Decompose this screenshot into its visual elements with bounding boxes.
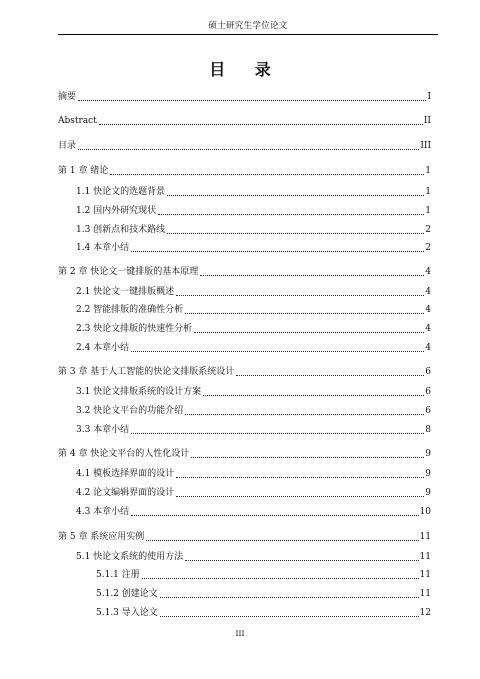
toc-entry-section-1-4[interactable] (76, 240, 431, 254)
toc-entry-label: 2.2 智能排版的准确性分析 (76, 305, 184, 315)
toc-entry-label: 2.1 快论文一键排版概述 (76, 287, 175, 297)
toc-leader-dots (131, 350, 424, 352)
toc-entry-label: 1.4 本章小结 (76, 243, 130, 253)
toc-leader-dots (78, 99, 426, 101)
toc-leader-dots (131, 250, 424, 252)
toc-leader-dots (176, 495, 424, 497)
toc-entry-section-1-3[interactable] (76, 222, 431, 236)
toc-entry-section-2-3[interactable] (76, 321, 431, 335)
toc-entry-page: 4 (425, 305, 431, 315)
toc-entry-label: 5.1 快论文系统的使用方法 (76, 552, 184, 562)
toc-entry-abstract-en[interactable] (58, 113, 431, 127)
toc-entry-page: 6 (425, 406, 431, 416)
toc-leader-dots (131, 514, 418, 516)
toc-leader-dots (142, 577, 419, 579)
toc-entry-page: 4 (425, 287, 431, 297)
toc-leader-dots (185, 413, 424, 415)
toc-entry-contents[interactable] (58, 138, 431, 152)
toc-entry-section-4-1[interactable] (76, 466, 431, 480)
toc-leader-dots (99, 123, 423, 125)
toc-entry-label: 5.1.1 注册 (96, 570, 140, 580)
toc-leader-dots (236, 374, 424, 376)
toc-leader-dots (110, 173, 424, 175)
toc-entry-abstract-cn[interactable] (58, 89, 431, 103)
toc-entry-page: 11 (419, 589, 431, 599)
toc-entry-label: 第 3 章 基于人工智能的快论文排版系统设计 (58, 367, 235, 377)
toc-entry-label: 4.1 模板选择界面的设计 (76, 469, 175, 479)
toc-entry-label: 摘要 (58, 92, 77, 102)
toc-entry-page: 2 (425, 243, 431, 253)
toc-leader-dots (158, 213, 424, 215)
toc-entry-page: 11 (419, 532, 431, 542)
toc-entry-label: Abstract (58, 116, 97, 126)
toc-entry-section-5-1[interactable] (76, 549, 431, 563)
toc-entry-label: 3.2 快论文平台的功能介绍 (76, 406, 184, 416)
toc-entry-chapter-2[interactable] (58, 264, 431, 278)
toc-leader-dots (146, 539, 418, 541)
toc-entry-page: III (420, 141, 431, 151)
toc-entry-section-1-1[interactable] (76, 184, 431, 198)
toc-entry-section-2-4[interactable] (76, 340, 431, 354)
toc-entry-section-3-3[interactable] (76, 422, 431, 436)
toc-entry-subsection-5-1-2[interactable] (96, 586, 431, 600)
toc-entry-subsection-5-1-3[interactable] (96, 605, 431, 619)
toc-entry-page: 8 (425, 425, 431, 435)
toc-title: 目 录 (209, 60, 283, 79)
toc-entry-label: 5.1.2 创建论文 (96, 589, 158, 599)
toc-entry-label: 4.3 本章小结 (76, 507, 130, 517)
toc-entry-label: 1.3 创新点和技术路线 (76, 225, 166, 235)
toc-entry-chapter-1[interactable] (58, 163, 431, 177)
toc-entry-page: 6 (425, 387, 431, 397)
toc-entry-page: 1 (425, 166, 431, 176)
toc-entry-label: 第 2 章 快论文一键排版的基本原理 (58, 267, 199, 277)
toc-entry-section-1-2[interactable] (76, 203, 431, 217)
toc-entry-page: 6 (425, 367, 431, 377)
toc-leader-dots (160, 615, 419, 617)
toc-entry-page: 9 (425, 469, 431, 479)
toc-entry-page: 12 (419, 608, 431, 618)
toc-entry-label: 3.1 快论文排版系统的设计方案 (76, 387, 202, 397)
toc-entry-label: 目录 (58, 141, 77, 151)
toc-leader-dots (78, 148, 419, 150)
toc-leader-dots (176, 476, 424, 478)
toc-entry-page: 1 (425, 187, 431, 197)
toc-entry-section-4-2[interactable] (76, 485, 431, 499)
toc-entry-label: 第 5 章 系统应用实例 (58, 532, 145, 542)
toc-entry-page: 11 (419, 570, 431, 580)
toc-entry-page: 4 (425, 267, 431, 277)
toc-entry-page: 2 (425, 225, 431, 235)
toc-leader-dots (176, 294, 424, 296)
toc-entry-label: 第 1 章 绪论 (58, 166, 109, 176)
toc-entry-label: 1.1 快论文的选题背景 (76, 187, 166, 197)
toc-entry-label: 3.3 本章小结 (76, 425, 130, 435)
toc-leader-dots (185, 559, 418, 561)
toc-entry-page: 9 (425, 488, 431, 498)
running-header: 硕士研究生学位论文 (208, 21, 288, 31)
toc-entry-section-2-2[interactable] (76, 302, 431, 316)
toc-leader-dots (185, 312, 424, 314)
toc-entry-label: 5.1.3 导入论文 (96, 608, 158, 618)
toc-entry-label: 4.2 论文编辑界面的设计 (76, 488, 175, 498)
toc-entry-page: 9 (425, 449, 431, 459)
footer-page-number: III (235, 629, 245, 638)
toc-entry-label: 1.2 国内外研究现状 (76, 206, 157, 216)
toc-entry-subsection-5-1-1[interactable] (96, 567, 431, 581)
toc-leader-dots (167, 194, 424, 196)
toc-entry-page: 1 (425, 206, 431, 216)
toc-entry-section-3-2[interactable] (76, 403, 431, 417)
toc-leader-dots (200, 274, 424, 276)
toc-entry-page: II (423, 116, 431, 126)
toc-entry-section-2-1[interactable] (76, 284, 431, 298)
toc-entry-section-4-3[interactable] (76, 504, 431, 518)
toc-entry-page: I (427, 92, 431, 102)
toc-entry-page: 10 (419, 507, 431, 517)
toc-entry-chapter-5[interactable] (58, 529, 431, 543)
toc-entry-page: 11 (419, 552, 431, 562)
toc-leader-dots (160, 596, 419, 598)
toc-entry-label: 2.4 本章小结 (76, 343, 130, 353)
toc-entry-chapter-3[interactable] (58, 364, 431, 378)
toc-leader-dots (203, 394, 424, 396)
toc-entry-page: 4 (425, 324, 431, 334)
toc-entry-chapter-4[interactable] (58, 446, 431, 460)
toc-entry-section-3-1[interactable] (76, 384, 431, 398)
toc-leader-dots (167, 232, 424, 234)
toc-entry-page: 4 (425, 343, 431, 353)
toc-entry-label: 第 4 章 快论文平台的人性化设计 (58, 449, 190, 459)
toc-leader-dots (191, 456, 424, 458)
toc-leader-dots (194, 331, 424, 333)
toc-leader-dots (131, 432, 424, 434)
toc-entry-label: 2.3 快论文排版的快速性分析 (76, 324, 193, 334)
